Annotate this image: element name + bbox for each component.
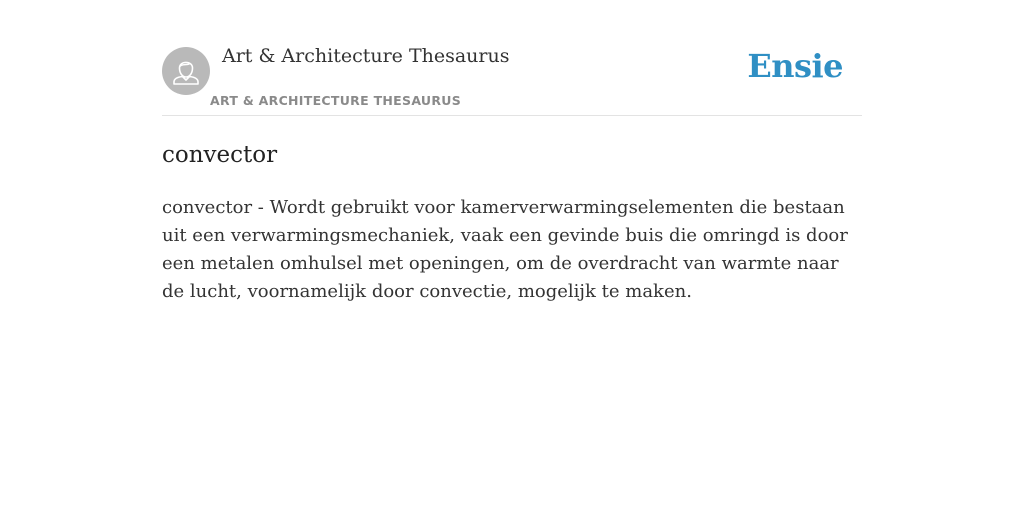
entry-definition: convector - Wordt gebruikt voor kamerverwarmingselementen die bestaan uit een verwarmingsmechaniek, vaak een gevinde buis die omringd is door een metalen omhulsel met openingen, om de overdracht van warmte naar de lucht, voornamelijk door convectie, mogelijk te maken. [162, 197, 848, 302]
entry-term: convector [162, 142, 278, 168]
content-container [162, 0, 862, 306]
author-subtitle[interactable]: ART & ARCHITECTURE THESAURUS [210, 93, 462, 108]
author-name[interactable]: Art & Architecture Thesaurus [222, 45, 510, 67]
ensie-logo[interactable]: Ensie [747, 47, 843, 85]
avatar[interactable] [162, 47, 210, 95]
entry-header [162, 0, 862, 116]
user-icon [162, 47, 210, 95]
